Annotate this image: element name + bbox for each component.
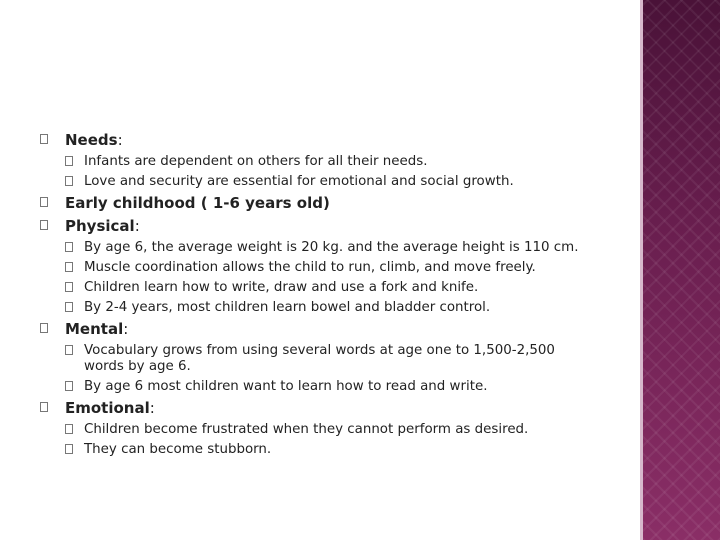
bullet-icon	[65, 444, 73, 454]
section-heading: Physical	[65, 217, 135, 235]
section-heading: Needs	[65, 131, 118, 149]
bullet-icon	[40, 323, 48, 333]
list-item-text: Vocabulary grows from using several words at age one to 1,500-2,500 words by age 6.	[84, 343, 555, 374]
list-item	[40, 260, 635, 276]
bullet-icon	[40, 134, 48, 144]
list-item	[40, 442, 635, 458]
bullet-icon	[65, 156, 73, 166]
list-item-text: They can become stubborn.	[84, 442, 272, 457]
list-item	[40, 174, 635, 190]
section-heading: Early childhood ( 1-6 years old)	[65, 194, 330, 212]
section-heading: Mental	[65, 320, 124, 338]
bullet-icon	[65, 262, 73, 272]
section-needs	[40, 131, 635, 150]
bullet-icon	[65, 381, 73, 391]
bullet-icon	[65, 242, 73, 252]
bullet-icon	[65, 282, 73, 292]
list-item	[40, 154, 635, 170]
bullet-icon	[40, 197, 48, 207]
slide-content	[40, 127, 635, 458]
list-item	[40, 280, 635, 296]
section-emotional	[40, 399, 635, 418]
decorative-sidebar	[643, 0, 720, 540]
list-item-text: By age 6, the average weight is 20 kg. and the average height is 110 cm.	[84, 240, 579, 255]
section-heading: Emotional	[65, 399, 150, 417]
list-item	[40, 240, 635, 256]
heading-suffix: :	[123, 320, 129, 338]
list-item	[40, 300, 635, 316]
bullet-icon	[40, 220, 48, 230]
list-item	[40, 343, 594, 375]
list-item	[40, 422, 635, 438]
section-physical	[40, 217, 635, 236]
bullet-icon	[65, 345, 73, 355]
list-item-text: Infants are dependent on others for all their needs.	[84, 154, 428, 169]
list-item-text: By 2-4 years, most children learn bowel and bladder control.	[84, 300, 491, 315]
section-early-childhood	[40, 194, 635, 213]
bullet-icon	[65, 424, 73, 434]
heading-suffix: :	[149, 399, 155, 417]
heading-suffix: :	[134, 217, 140, 235]
list-item-text: Children become frustrated when they cannot perform as desired.	[84, 422, 529, 437]
section-mental	[40, 320, 635, 339]
heading-suffix: :	[117, 131, 123, 149]
list-item-text: Children learn how to write, draw and use a fork and knife.	[84, 280, 479, 295]
bullet-icon	[65, 176, 73, 186]
list-item	[40, 379, 635, 395]
list-item-text: By age 6 most children want to learn how to read and write.	[84, 379, 488, 394]
bullet-icon	[65, 302, 73, 312]
list-item-text: Love and security are essential for emotional and social growth.	[84, 174, 514, 189]
list-item-text: Muscle coordination allows the child to run, climb, and move freely.	[84, 260, 536, 275]
bullet-icon	[40, 402, 48, 412]
